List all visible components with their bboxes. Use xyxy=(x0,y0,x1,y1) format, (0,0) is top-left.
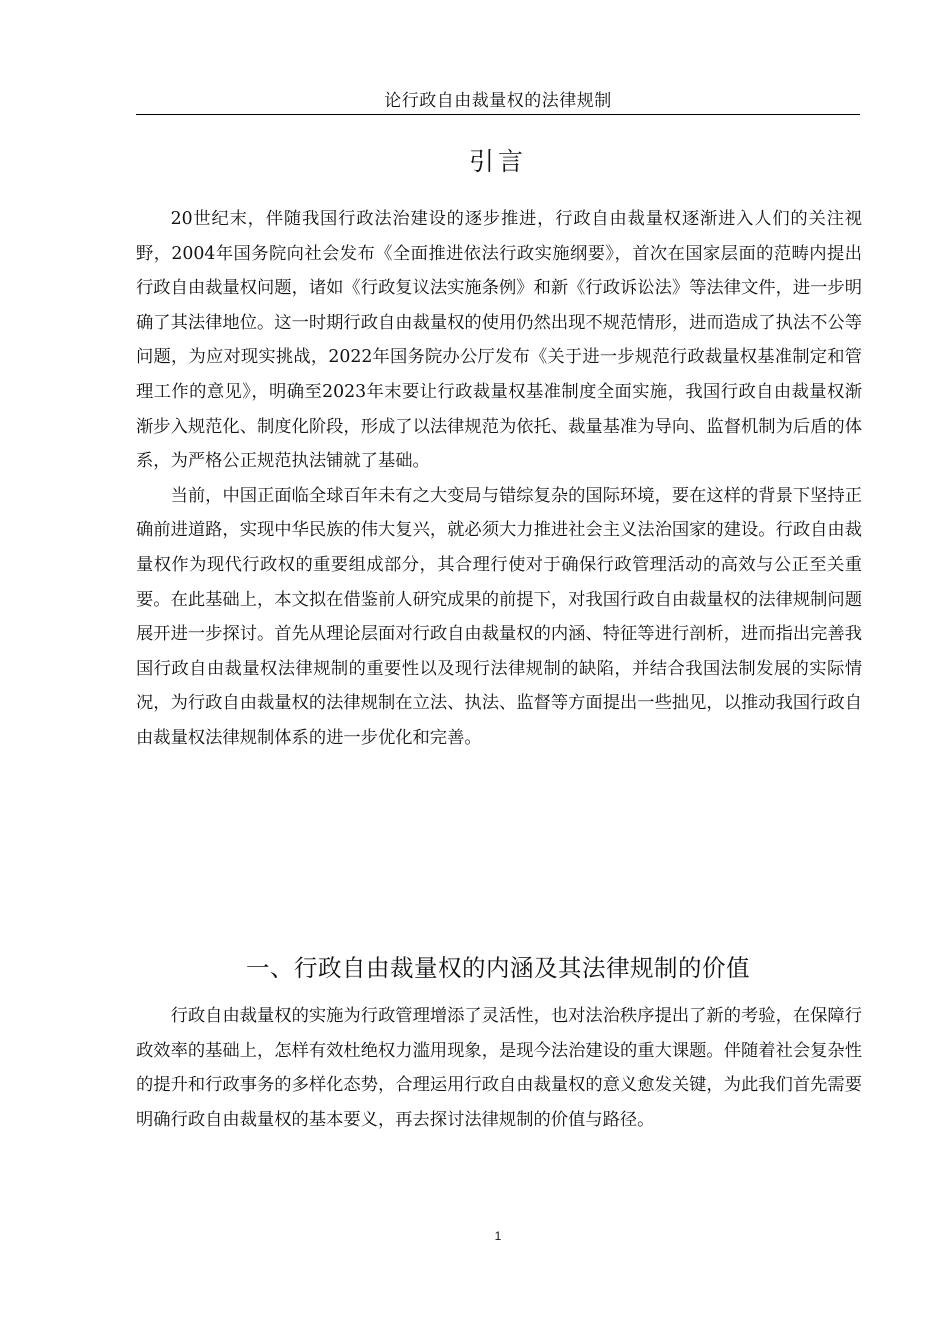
introduction-body xyxy=(136,202,862,756)
running-header: 论行政自由裁量权的法律规制 xyxy=(384,91,612,111)
chapter-one-paragraph: 行政自由裁量权的实施为行政管理增添了灵活性，也对法治秩序提出了新的考验，在保障行政效率的基础上，怎样有效杜绝权力滥用现象，是现今法治建设的重大课题。伴随着社会复杂性的提升和行政事务的多样化态势，合理运用行政自由裁量权的意义愈发关键，为此我们首先需要明确行政自由裁量权的基本要义，再去探讨法律规制的价值与路径。 xyxy=(136,1006,862,1130)
introduction-paragraph: 当前，中国正面临全球百年未有之大变局与错综复杂的国际环境，要在这样的背景下坚持正确前进道路，实现中华民族的伟大复兴，就必须大力推进社会主义法治国家的建设。行政自由裁量权作为现代行政权的重要组成部分，其合理行使对于确保行政管理活动的高效与公正至关重要。在此基础上，本文拟在借鉴前人研究成果的前提下，对我国行政自由裁量权的法律规制问题展开进一步探讨。首先从理论层面对行政自由裁量权的内涵、特征等进行剖析，进而指出完善我国行政自由裁量权法律规制的重要性以及现行法律规制的缺陷，并结合我国法制发展的实际情况，为行政自由裁量权的法律规制在立法、执法、监督等方面提出一些拙见，以推动我国行政自由裁量权法律规制体系的进一步优化和完善。 xyxy=(136,485,862,748)
introduction-heading: 引言 xyxy=(468,147,527,176)
chapter-one-heading: 一、行政自由裁量权的内涵及其法律规制的价值 xyxy=(246,954,750,982)
chapter-one-body xyxy=(136,999,862,1137)
page-number: 1 xyxy=(494,1229,502,1243)
header-rule xyxy=(136,114,860,115)
introduction-paragraph: 20世纪末，伴随我国行政法治建设的逐步推进，行政自由裁量权逐渐进入人们的关注视野，2004年国务院向社会发布《全面推进依法行政实施纲要》，首次在国家层面的范畴内提出行政自由裁量权问题，诸如《行政复议法实施条例》和新《行政诉讼法》等法律文件，进一步明确了其法律地位。这一时期行政自由裁量权的使用仍然出现不规范情形，进而造成了执法不公等问题，为应对现实挑战，2022年国务院办公厅发布《关于进一步规范行政裁量权基准制定和管理工作的意见》，明确至2023年末要让行政裁量权基准制度全面实施，我国行政自由裁量权渐渐步入规范化、制度化阶段，形成了以法律规范为依托、裁量基准为导向、监督机制为后盾的体系，为严格公正规范执法铺就了基础。 xyxy=(136,209,862,472)
